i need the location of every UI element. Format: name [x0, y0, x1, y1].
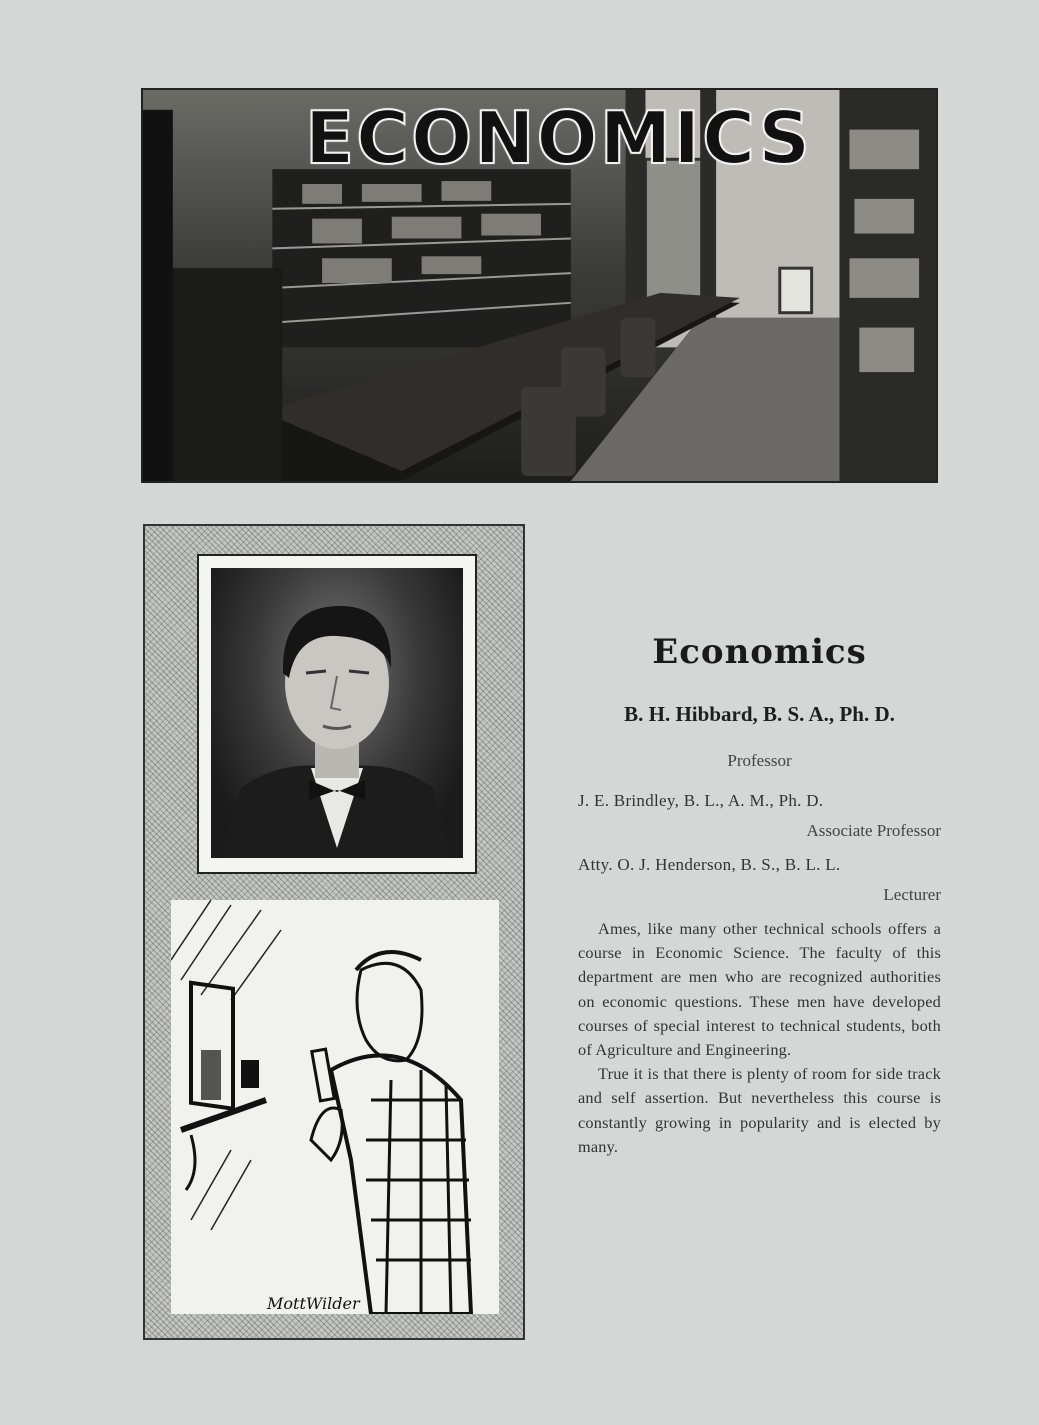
banner-title: ECONOMICS [305, 96, 813, 180]
artist-signature: MottWilder [267, 1294, 360, 1313]
illustration-panel [143, 524, 525, 1340]
body-paragraph: Ames, like many other technical schools offers a course in Economic Science. The faculty of this department are men who are recognized authorities on economic questions. These men have developed courses of special interest to technical students, both of Agriculture and Engineering. [578, 919, 941, 1060]
faculty-member-name: J. E. Brindley, B. L., A. M., Ph. D. [578, 791, 824, 810]
portrait-figure [211, 568, 463, 858]
professor-portrait [211, 568, 463, 858]
department-heading: Economics [652, 632, 867, 672]
head-professor-role: Professor [727, 751, 792, 770]
cartoon-drawing [171, 900, 499, 1314]
faculty-member-name: Atty. O. J. Henderson, B. S., B. L. L. [578, 855, 841, 874]
cartoon-illustration [171, 900, 499, 1314]
body-paragraph: True it is that there is plenty of room for side track and self assertion. But nevertheless this course is constantly growing in popularity and is elected by many. [578, 1064, 941, 1156]
banner-photo [141, 88, 938, 483]
head-professor-name: B. H. Hibbard, B. S. A., Ph. D. [624, 702, 895, 726]
portrait-frame [197, 554, 477, 874]
faculty-member-role: Associate Professor [806, 821, 941, 840]
faculty-member-role: Lecturer [883, 885, 941, 904]
department-text [578, 632, 941, 1159]
